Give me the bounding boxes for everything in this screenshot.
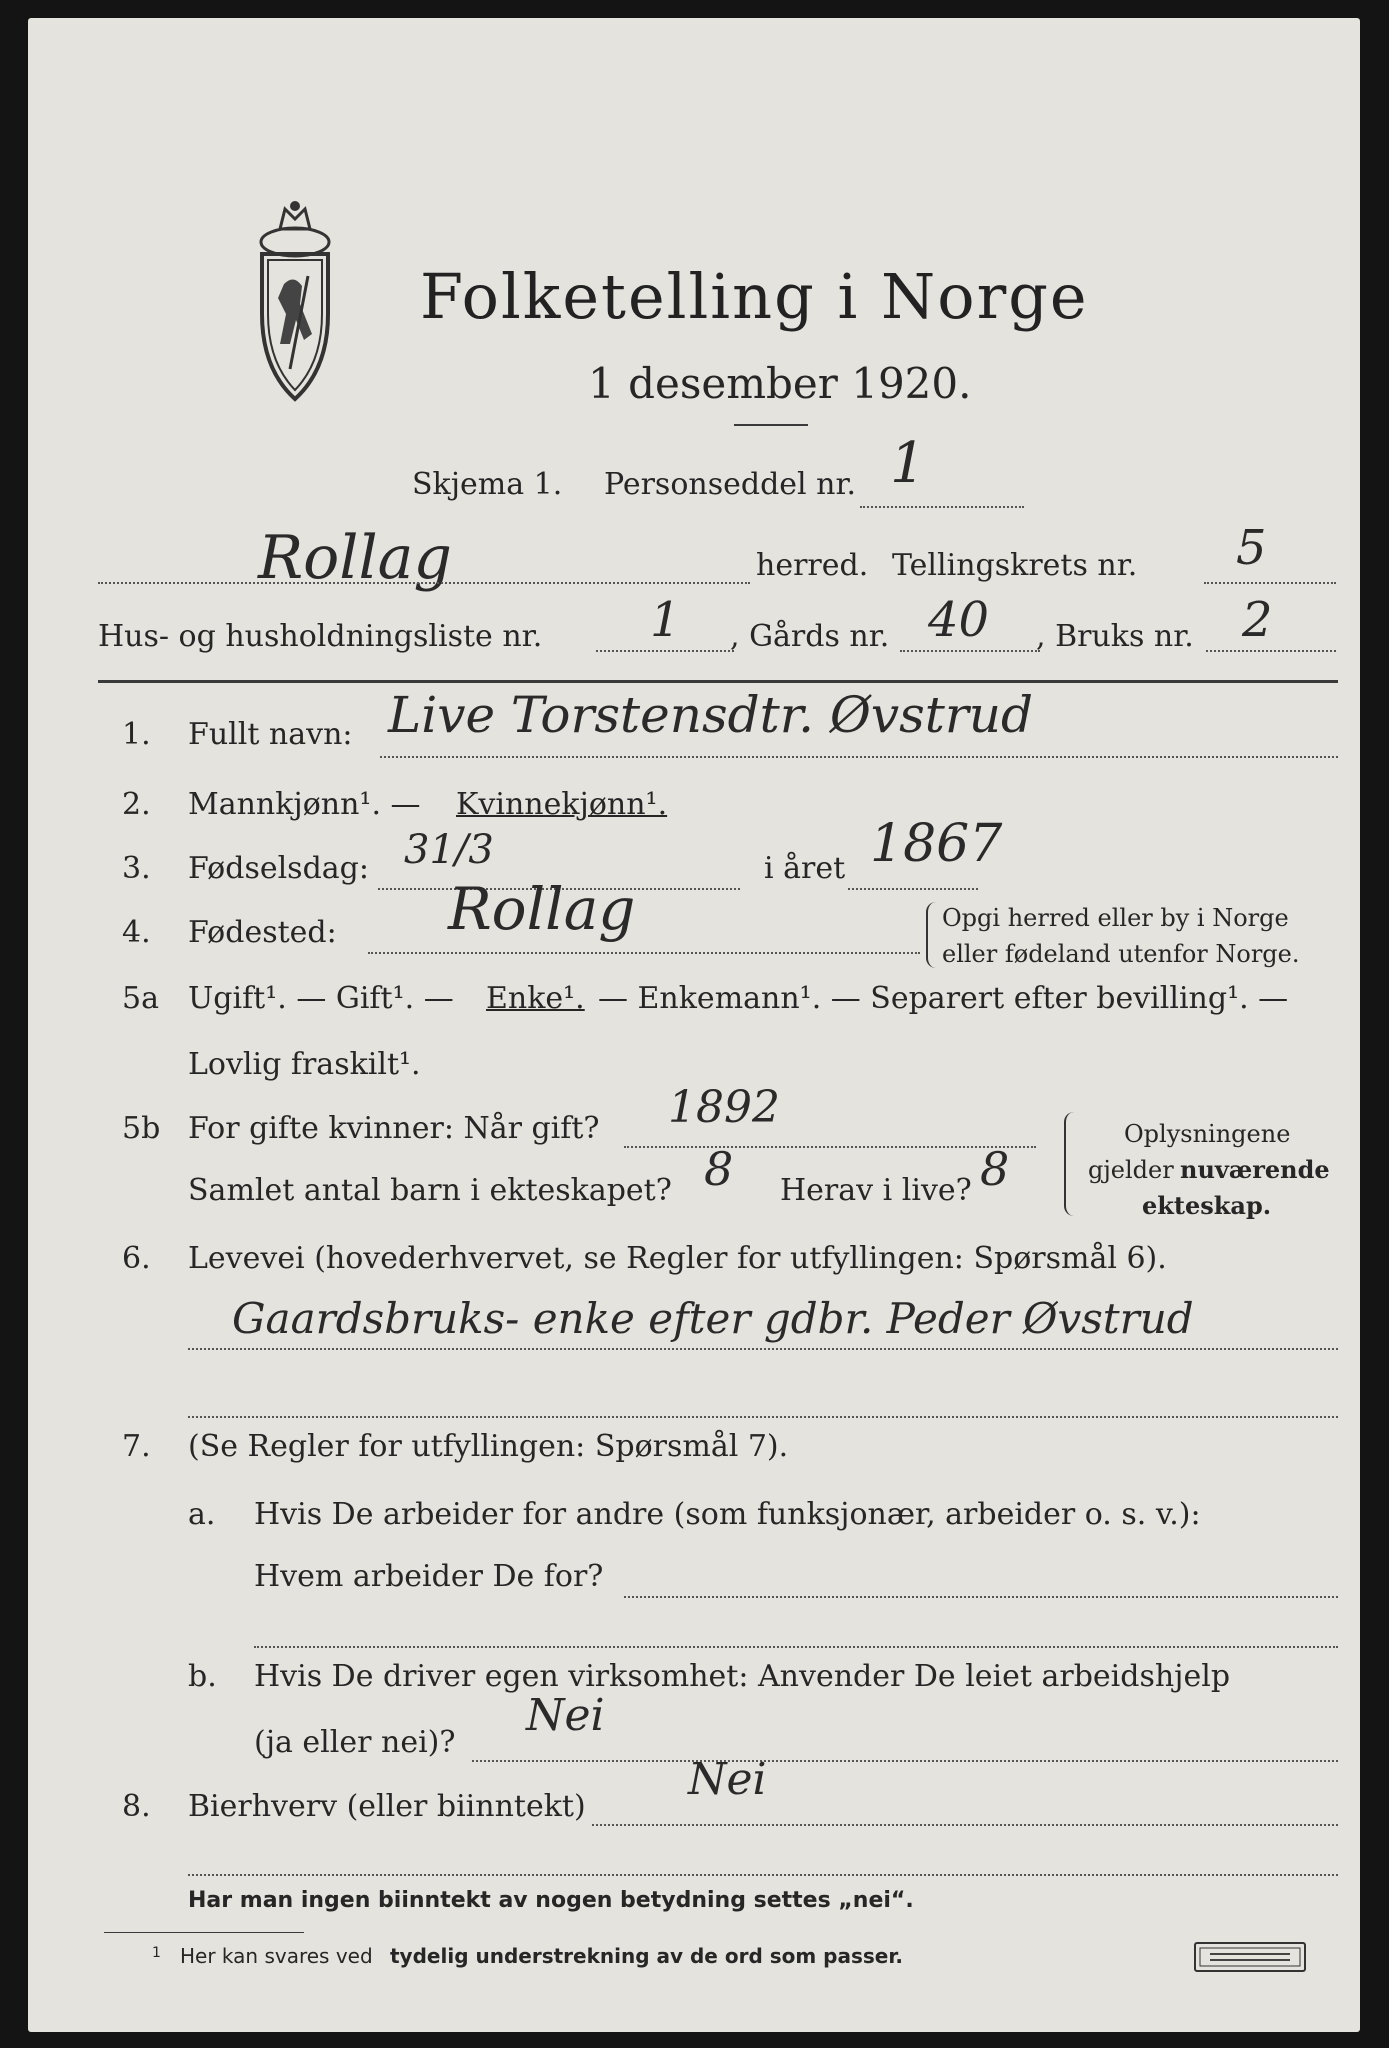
occupation-label: Levevei (hovederhvervet, se Regler for utfyllingen: Spørsmål 6). — [188, 1241, 1167, 1276]
herred-line — [98, 582, 750, 584]
birthplace-line — [368, 952, 920, 954]
husliste-line — [596, 650, 734, 652]
norwegian-lion-coat-of-arms-icon — [250, 194, 340, 409]
personseddel-label: Personseddel nr. — [604, 467, 857, 502]
footer-note: Har man ingen biinntekt av nogen betydning settes „nei“. — [188, 1888, 914, 1913]
q6-number: 6. — [122, 1241, 151, 1276]
employer-line-2 — [254, 1646, 1338, 1648]
printer-stamp-icon — [1194, 1942, 1306, 1972]
birthplace-note-line2: eller fødeland utenfor Norge. — [942, 940, 1300, 968]
birthplace-note-line1: Opgi herred eller by i Norge — [942, 904, 1289, 932]
birth-year-line — [848, 888, 978, 890]
married-when-label: For gifte kvinner: Når gift? — [188, 1111, 600, 1146]
marriage-note-line1: Oplysningene — [1124, 1120, 1291, 1148]
q5b-number: 5b — [122, 1111, 161, 1146]
q8-number: 8. — [122, 1789, 151, 1824]
gender-option-female-underlined[interactable]: Kvinnekjønn¹. — [456, 787, 668, 822]
gards-line — [900, 650, 1040, 652]
birthplace-value[interactable]: Rollag — [448, 875, 636, 943]
q1-number: 1. — [122, 717, 151, 752]
full-name-value[interactable]: Live Torstensdtr. Øvstrud — [388, 686, 1033, 744]
q7a-letter: a. — [188, 1497, 216, 1532]
birthday-value[interactable]: 31/3 — [404, 827, 494, 873]
married-year-line — [624, 1146, 1036, 1148]
husliste-value[interactable]: 1 — [650, 592, 681, 648]
bruks-label: , Bruks nr. — [1036, 619, 1194, 654]
marriage-note-line3: ekteskap. — [1142, 1191, 1272, 1220]
children-total-value[interactable]: 8 — [704, 1142, 734, 1196]
q2-number: 2. — [122, 787, 151, 822]
marital-option-enke-underlined[interactable]: Enke¹. — [486, 981, 585, 1016]
children-alive-label: Herav i live? — [780, 1173, 972, 1208]
hired-help-line — [472, 1760, 1338, 1762]
occupation-line-2 — [188, 1416, 1338, 1418]
hired-help-value[interactable]: Nei — [526, 1690, 605, 1741]
skjema-label: Skjema 1. — [412, 467, 563, 502]
marriage-note-line2a: gjelder — [1088, 1156, 1174, 1184]
children-alive-value[interactable]: 8 — [980, 1142, 1010, 1196]
birth-year-value[interactable]: 1867 — [870, 814, 1003, 874]
gender-option-male[interactable]: Mannkjønn¹. — — [188, 787, 421, 822]
personseddel-line — [860, 506, 1024, 508]
side-income-value[interactable]: Nei — [688, 1754, 767, 1805]
q1-label: Fullt navn: — [188, 717, 353, 752]
birthday-label: Fødselsdag: — [188, 851, 369, 886]
married-year-value[interactable]: 1892 — [668, 1082, 780, 1133]
side-income-line-2 — [188, 1874, 1338, 1876]
tellingskrets-line — [1204, 582, 1336, 584]
q7-number: 7. — [122, 1429, 151, 1464]
personseddel-value[interactable]: 1 — [890, 431, 926, 496]
marital-options-a[interactable]: Ugift¹. — Gift¹. — — [188, 981, 454, 1016]
marital-options-b[interactable]: — Enkemann¹. — Separert efter bevilling¹. — — [598, 981, 1289, 1016]
full-name-line — [380, 756, 1338, 758]
side-income-label: Bierhverv (eller biinntekt) — [188, 1789, 586, 1824]
birthplace-label: Fødested: — [188, 915, 337, 950]
header-divider — [98, 680, 1338, 683]
employer-label: Hvem arbeider De for? — [254, 1559, 604, 1594]
tellingskrets-label: Tellingskrets nr. — [892, 548, 1138, 583]
census-date: 1 desember 1920. — [588, 359, 972, 408]
q7b-letter: b. — [188, 1659, 217, 1694]
tellingskrets-value[interactable]: 5 — [1236, 520, 1267, 576]
bruks-line — [1206, 650, 1336, 652]
marital-option-fraskilt[interactable]: Lovlig fraskilt¹. — [188, 1047, 421, 1082]
children-total-label: Samlet antal barn i ekteskapet? — [188, 1173, 672, 1208]
occupation-value[interactable]: Gaardsbruks- enke efter gdbr. Peder Øvstrud — [232, 1294, 1194, 1343]
q4-number: 4. — [122, 915, 151, 950]
marriage-note-line2b: nuværende — [1180, 1155, 1330, 1184]
footnote-divider — [104, 1932, 304, 1933]
q5a-number: 5a — [122, 981, 159, 1016]
hired-help-label: (ja eller nei)? — [254, 1725, 456, 1760]
employer-line-1 — [624, 1596, 1338, 1598]
form-title: Folketelling i Norge — [420, 260, 1089, 333]
husliste-label: Hus- og husholdningsliste nr. — [98, 619, 543, 654]
q7a-question: Hvis De arbeider for andre (som funksjonær, arbeider o. s. v.): — [254, 1497, 1201, 1532]
title-divider — [734, 424, 808, 426]
birth-year-label: i året — [764, 851, 846, 886]
gards-value[interactable]: 40 — [928, 592, 990, 648]
census-form-page — [28, 18, 1360, 2032]
footnote-mark: 1 — [152, 1945, 161, 1961]
q3-number: 3. — [122, 851, 151, 886]
birthplace-note-brace — [926, 902, 936, 968]
herred-value[interactable]: Rollag — [258, 523, 452, 593]
q7-label: (Se Regler for utfyllingen: Spørsmål 7). — [188, 1429, 789, 1464]
herred-label: herred. — [756, 548, 869, 583]
footnote-text-b: tydelig understrekning av de ord som passer. — [390, 1944, 903, 1968]
bruks-value[interactable]: 2 — [1242, 592, 1273, 648]
q7b-question: Hvis De driver egen virksomhet: Anvender De leiet arbeidshjelp — [254, 1659, 1231, 1694]
side-income-line-1 — [592, 1824, 1338, 1826]
marriage-note-brace — [1064, 1112, 1076, 1216]
occupation-line-1 — [188, 1348, 1338, 1350]
gards-label: , Gårds nr. — [730, 619, 890, 654]
footnote-text-a: Her kan svares ved — [180, 1944, 373, 1968]
